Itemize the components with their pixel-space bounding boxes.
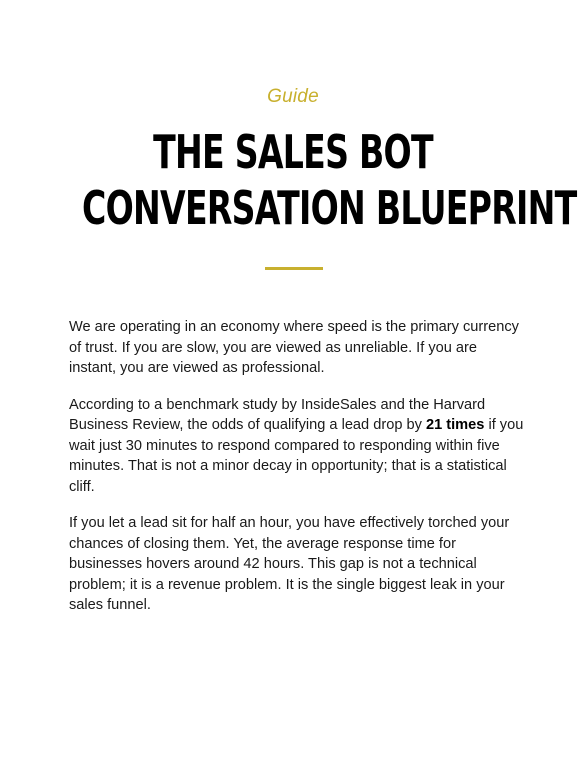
title-line-1: THE SALES BOT	[153, 125, 433, 179]
title-divider	[265, 267, 323, 270]
body-content	[69, 317, 525, 632]
paragraph-3: If you let a lead sit for half an hour, you have effectively torched your chances of closing them. Yet, the average response time for businesses hovers around 42 hours. This gap is not a technical problem; it is a revenue problem. It is the single biggest leak in your sales funnel.	[69, 515, 510, 613]
paragraph-2	[69, 395, 525, 498]
title-line-2: CONVERSATION BLUEPRINT	[82, 181, 577, 235]
paragraph-2-text-end: if you wait just 30 minutes to respond compared to responding within five minutes. That is not a minor decay in opportunity; that is a statistical cliff.	[69, 417, 524, 495]
paragraph-2-emphasis: 21 times	[425, 417, 485, 433]
paragraph-1: We are operating in an economy where speed is the primary currency of trust. If you are slow, you are viewed as unreliable. If you are instant, you are viewed as professional.	[69, 319, 519, 376]
guide-eyebrow-label: Guide	[267, 86, 319, 107]
document-title	[0, 124, 586, 236]
paragraph-2-text-start: According to a benchmark study by InsideSales and the Harvard Business Review, the odds of qualifying a lead drop by	[69, 396, 486, 433]
